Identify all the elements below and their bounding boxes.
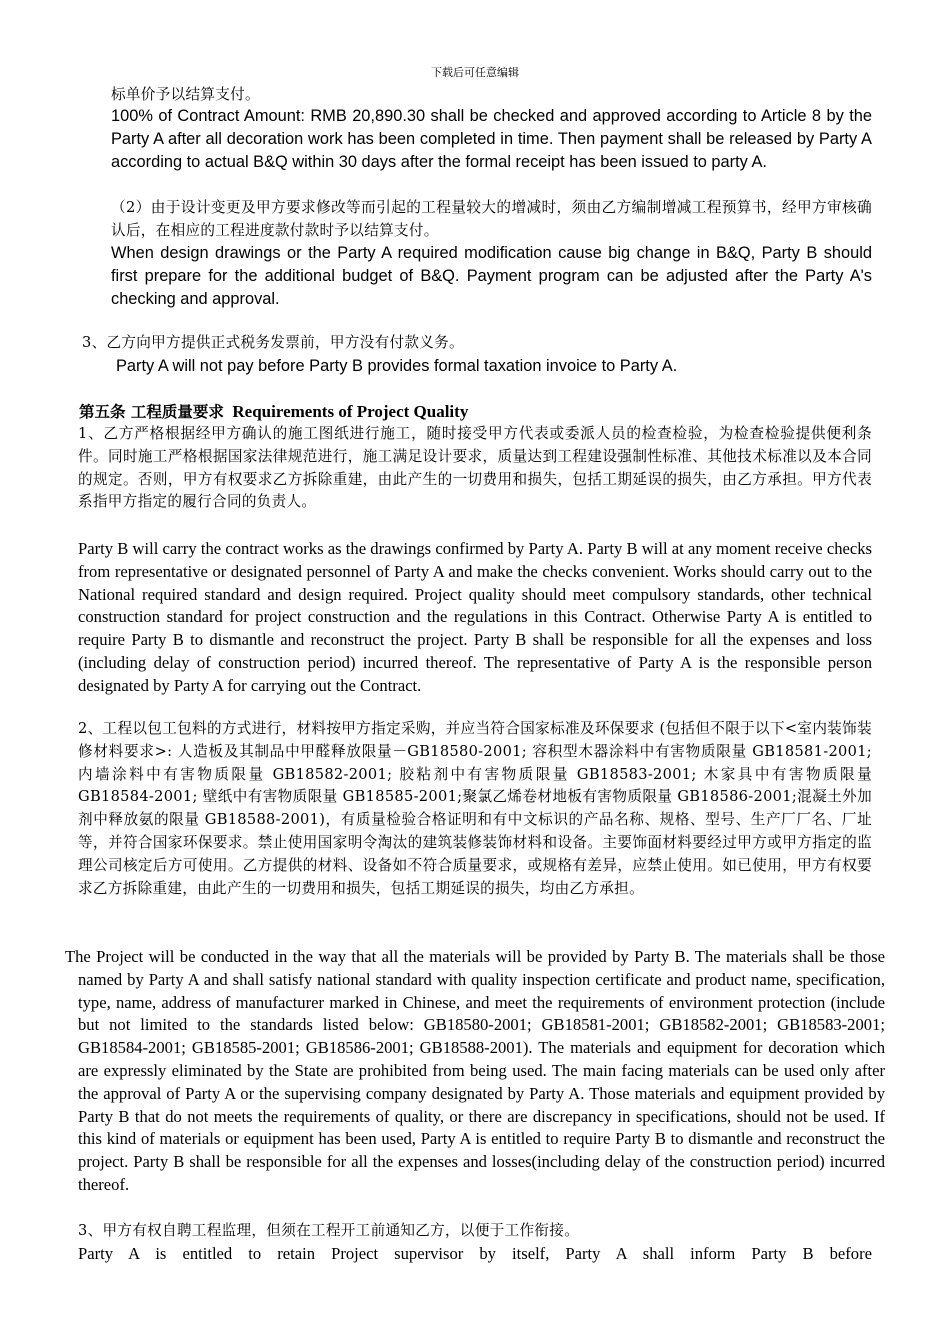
- payment-item3-en: Party A will not pay before Party B provides formal taxation invoice to Party A.: [116, 357, 678, 375]
- article5-heading: [79, 400, 872, 424]
- article5-clause3-cn: 3、甲方有权自聘工程监理，但须在工程开工前通知乙方，以便于工作衔接。: [78, 1222, 580, 1239]
- article5-clause2-en: The Project will be conducted in the way that all the materials will be provided by Party B. The materials shall be those named by Party A and shall satisfy national standard with quality inspection certificate and product name, specification, type, name, address of manufacturer marked in Chinese, and meet the requirements of environment protection (include but not limited to the standards listed below: GB18580-2001; GB18581-2001; GB18582-2001; GB18583-2001; GB18584-2001; GB18585-2001; GB18586-2001; GB18588-2001). The materials and equipment for decoration which are expressly eliminated by the State are prohibited from being used. The main facing materials can be used only after the approval of Party A or the supervising company designated by Party A. Those materials and equipment provided by Party B that do not meets the requirements of quality, or there are discrepancy in specifications, should not be used. If this kind of materials or equipment has been used, Party A is entitled to require Party B to dismantle and reconstruct the project. Party B shall be responsible for all the expenses and losses(including delay of the construction period) incurred thereof.: [65, 947, 885, 1194]
- page-header-note: 下载后可任意编辑: [431, 66, 519, 79]
- article5-clause1-en: Party B will carry the contract works as the drawings confirmed by Party A. Party B will at any moment receive checks from representative or designated personnel of Party A and make the checks convenient. Works should carry out to the National required standard and design required. Project quality should meet compulsory standards, other technical construction standard for project construction and the regulations in this Contract. Otherwise Party A is entitled to require Party B to dismantle and reconstruct the project. Party B shall be responsible for all the expenses and loss (including delay of construction period) incurred thereof. The representative of Party A is the responsible person designated by Party A for carrying out the Contract.: [78, 539, 872, 695]
- payment-cn-tail: 标单价予以结算支付。: [111, 86, 260, 103]
- article5-clause1-cn: 1、乙方严格根据经甲方确认的施工图纸进行施工，随时接受甲方代表或委派人员的检查检验，为检查检验提供便利条件。同时施工严格根据国家法律规范进行，施工满足设计要求，质量达到工程建设强制性标准、其他技术标准以及本合同的规定。否则，甲方有权要求乙方拆除重建，由此产生的一切费用和损失，包括工期延误的损失，由乙方承担。甲方代表系指甲方指定的履行合同的负责人。: [78, 425, 872, 511]
- payment-100-percent-en: 100% of Contract Amount: RMB 20,890.30 shall be checked and approved according to Article 8 by the Party A after all decoration work has been completed in time. Then payment shall be released by Party A according to actual B&Q within 30 days after the formal receipt has been issued to party A.: [111, 107, 872, 171]
- article5-title-en: Requirements of Project Quality: [232, 402, 469, 421]
- article5-clause3-en: Party A is entitled to retain Project supervisor by itself, Party A shall inform Party B before: [78, 1244, 872, 1263]
- payment-item2-en: When design drawings or the Party A required modification cause big change in B&Q, Party B should first prepare for the additional budget of B&Q. Payment program can be adjusted after the Party A's checking and approval.: [111, 244, 872, 308]
- article5-title-cn: 第五条 工程质量要求: [79, 402, 224, 421]
- payment-item2-cn: （2）由于设计变更及甲方要求修改等而引起的工程量较大的增减时，须由乙方编制增减工程预算书，经甲方审核确认后，在相应的工程进度款付款时予以结算支付。: [111, 199, 872, 239]
- payment-item3-cn: 3、乙方向甲方提供正式税务发票前，甲方没有付款义务。: [82, 334, 464, 351]
- article5-clause2-cn: 2、工程以包工包料的方式进行，材料按甲方指定采购，并应当符合国家标准及环保要求 (包括但不限于以下<室内装饰装修材料要求>: 人造板及其制品中甲醛释放限量－GB18580-2001; 容积型木器涂料中有害物质限量 GB18581-2001; 内墙涂料中有害物质限量 GB18582-2001; 胶粘剂中有害物质限量 GB18583-2001; 木家具中有害物质限量 GB18584-2001; 壁纸中有害物质限量 GB18585-2001;聚氯乙烯卷材地板有害物质限量 GB18586-2001;混凝土外加剂中释放氨的限量 GB18588-2001)，有质量检验合格证明和有中文标识的产品名称、规格、型号、生产厂厂名、厂址等，并符合国家环保要求。禁止使用国家明令淘汰的建筑装修装饰材料和设备。主要饰面材料要经过甲方或甲方指定的监理公司核定后方可使用。乙方提供的材料、设备如不符合质量要求，或规格有差异，应禁止使用。如已使用，甲方有权要求乙方拆除重建，由此产生的一切费用和损失，包括工期延误的损失，均由乙方承担。: [78, 720, 872, 897]
